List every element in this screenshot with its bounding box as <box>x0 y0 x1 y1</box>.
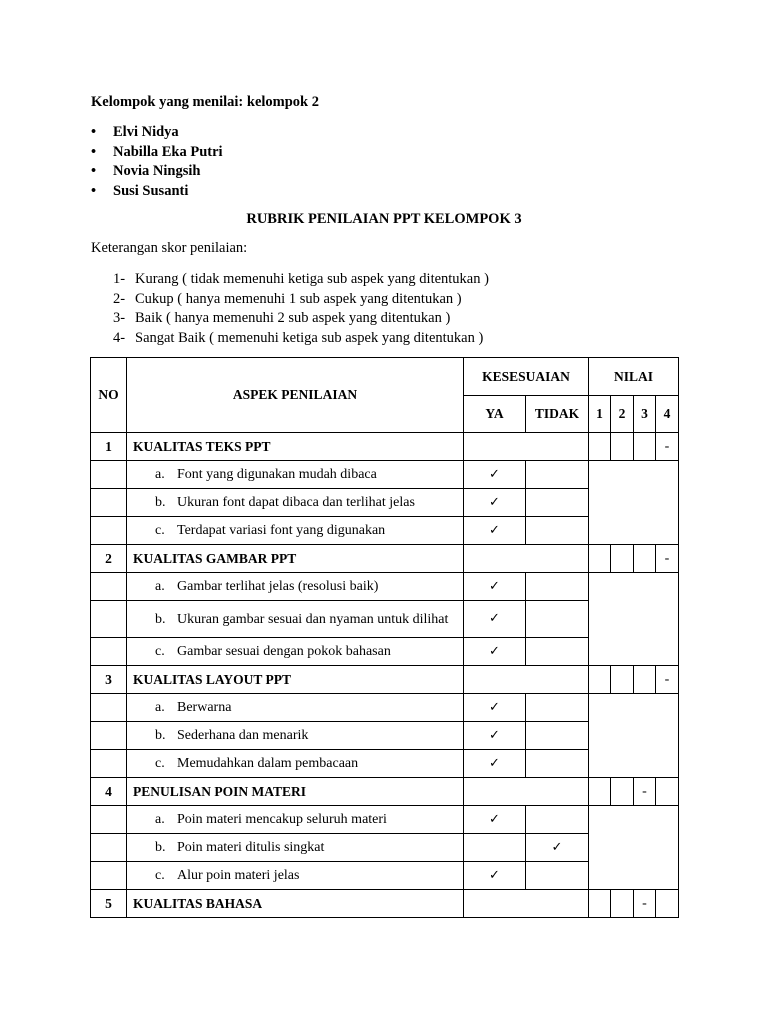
check-icon: ✓ <box>489 466 500 482</box>
nilai-1-cell <box>589 666 611 694</box>
item-no-cell <box>91 750 127 778</box>
item-aspect <box>127 573 464 601</box>
section-kesesuaian-cell <box>464 778 589 806</box>
nilai-1-cell <box>589 778 611 806</box>
nilai-4-cell <box>656 890 679 918</box>
list-item: 1- Kurang ( tidak memenuhi ketiga sub aspek yang ditentukan ) <box>113 271 489 287</box>
section-title: KUALITAS GAMBAR PPT <box>127 545 464 573</box>
header-kesesuaian: KESESUAIAN <box>464 358 589 396</box>
section-kesesuaian-cell <box>464 545 589 573</box>
tidak-cell <box>526 601 589 638</box>
item-text: Alur poin materi jelas <box>177 868 300 883</box>
ya-cell <box>464 461 526 489</box>
item-letter: a. <box>155 579 165 594</box>
section-title: KUALITAS LAYOUT PPT <box>127 666 464 694</box>
item-text: Sederhana dan menarik <box>177 728 309 743</box>
check-icon: ✓ <box>489 643 500 659</box>
nilai-2-cell <box>611 778 634 806</box>
item-letter: b. <box>155 611 166 627</box>
list-item: 4- Sangat Baik ( memenuhi ketiga sub aspek yang ditentukan ) <box>113 329 484 346</box>
header-aspek: ASPEK PENILAIAN <box>127 358 464 433</box>
ya-cell <box>464 694 526 722</box>
list-item: • Nabilla Eka Putri <box>91 143 223 163</box>
section-title: KUALITAS BAHASA <box>127 890 464 918</box>
tidak-cell <box>526 517 589 545</box>
item-no-cell <box>91 601 127 638</box>
bullet: • <box>91 163 97 179</box>
item-letter: c. <box>155 523 165 538</box>
nilai-3-cell: - <box>634 778 656 806</box>
check-icon: ✓ <box>489 494 500 510</box>
tidak-cell <box>526 461 589 489</box>
rubric-table <box>90 357 679 918</box>
header-no: NO <box>91 358 127 433</box>
item-aspect <box>127 517 464 545</box>
item-no-cell <box>91 461 127 489</box>
item-letter: b. <box>155 495 166 510</box>
nilai-1-cell <box>589 545 611 573</box>
item-letter: b. <box>155 728 166 743</box>
item-text: Memudahkan dalam pembacaan <box>177 756 359 771</box>
item-letter: c. <box>155 756 165 771</box>
tidak-cell <box>526 750 589 778</box>
nilai-2-cell <box>611 890 634 918</box>
check-icon: ✓ <box>489 699 500 715</box>
ya-cell <box>464 489 526 517</box>
section-title: PENULISAN POIN MATERI <box>127 778 464 806</box>
item-no-cell <box>91 517 127 545</box>
section-row <box>91 666 679 694</box>
check-icon: ✓ <box>489 811 500 827</box>
list-item: 2- Cukup ( hanya memenuhi 1 sub aspek yang ditentukan ) <box>113 290 462 307</box>
check-icon: ✓ <box>489 522 500 538</box>
nilai-blank-cell <box>589 461 679 545</box>
tidak-cell <box>526 489 589 517</box>
ya-cell <box>464 573 526 601</box>
ya-cell <box>464 638 526 666</box>
section-number: 5 <box>91 890 127 918</box>
item-no-cell <box>91 638 127 666</box>
item-letter: a. <box>155 467 165 482</box>
item-aspect <box>127 862 464 890</box>
item-text: Poin materi ditulis singkat <box>177 840 325 855</box>
bullet: • <box>91 143 97 160</box>
check-icon: ✓ <box>489 578 500 594</box>
nilai-4-cell <box>656 778 679 806</box>
ya-cell <box>464 722 526 750</box>
tidak-cell <box>526 862 589 890</box>
nilai-4-cell: - <box>656 666 679 694</box>
item-aspect <box>127 806 464 834</box>
table-row <box>91 694 679 722</box>
header-tidak: TIDAK <box>526 396 589 433</box>
table-row <box>91 806 679 834</box>
nilai-3-cell: - <box>634 890 656 918</box>
section-kesesuaian-cell <box>464 666 589 694</box>
nilai-2-cell <box>611 433 634 461</box>
header-ya: YA <box>464 396 526 433</box>
item-aspect <box>127 722 464 750</box>
member-list <box>91 123 223 201</box>
section-number: 3 <box>91 666 127 694</box>
header-nilai: NILAI <box>589 358 679 396</box>
ya-cell <box>464 750 526 778</box>
item-text: Gambar sesuai dengan pokok bahasan <box>177 644 391 659</box>
tidak-cell <box>526 694 589 722</box>
nilai-blank-cell <box>589 573 679 666</box>
header-nilai-2: 2 <box>611 396 634 433</box>
item-no-cell <box>91 489 127 517</box>
legend-label: Keterangan skor penilaian: <box>91 240 248 256</box>
section-number: 1 <box>91 433 127 461</box>
check-icon: ✓ <box>551 839 563 855</box>
item-aspect <box>127 750 464 778</box>
nilai-3-cell <box>634 666 656 694</box>
item-text: Font yang digunakan mudah dibaca <box>177 467 377 482</box>
tidak-cell <box>526 834 589 862</box>
item-letter: b. <box>155 840 166 855</box>
item-letter: a. <box>155 812 165 827</box>
item-letter: a. <box>155 700 165 715</box>
section-row <box>91 545 679 573</box>
check-icon: ✓ <box>489 755 500 771</box>
item-letter: c. <box>155 644 165 659</box>
item-text: Terdapat variasi font yang digunakan <box>177 523 386 538</box>
tidak-cell <box>526 722 589 750</box>
item-no-cell <box>91 694 127 722</box>
item-aspect <box>127 489 464 517</box>
nilai-3-cell <box>634 545 656 573</box>
nilai-blank-cell <box>589 806 679 890</box>
ya-cell <box>464 601 526 638</box>
item-letter: c. <box>155 868 165 883</box>
item-no-cell <box>91 862 127 890</box>
check-icon: ✓ <box>489 867 500 883</box>
nilai-2-cell <box>611 666 634 694</box>
section-number: 4 <box>91 778 127 806</box>
section-kesesuaian-cell <box>464 890 589 918</box>
ya-cell <box>464 834 526 862</box>
section-row <box>91 890 679 918</box>
nilai-3-cell <box>634 433 656 461</box>
nilai-1-cell <box>589 433 611 461</box>
tidak-cell <box>526 806 589 834</box>
group-label: Kelompok yang menilai: kelompok 2 <box>91 94 319 110</box>
item-aspect <box>127 834 464 862</box>
item-no-cell <box>91 806 127 834</box>
section-row <box>91 778 679 806</box>
bullet: • <box>91 124 97 140</box>
item-aspect <box>127 638 464 666</box>
item-no-cell <box>91 722 127 750</box>
check-icon: ✓ <box>489 611 500 626</box>
item-text: Gambar terlihat jelas (resolusi baik) <box>177 579 379 594</box>
nilai-2-cell <box>611 545 634 573</box>
ya-cell <box>464 517 526 545</box>
ya-cell <box>464 862 526 890</box>
item-aspect <box>127 601 464 638</box>
nilai-blank-cell <box>589 694 679 778</box>
header-nilai-4: 4 <box>656 396 679 433</box>
nilai-1-cell <box>589 890 611 918</box>
nilai-4-cell: - <box>656 433 679 461</box>
ya-cell <box>464 806 526 834</box>
section-number: 2 <box>91 545 127 573</box>
item-aspect <box>127 461 464 489</box>
list-item: 3- Baik ( hanya memenuhi 2 sub aspek yang ditentukan ) <box>113 310 451 326</box>
check-icon: ✓ <box>489 727 500 743</box>
tidak-cell <box>526 638 589 666</box>
section-row <box>91 433 679 461</box>
item-text: Ukuran font dapat dibaca dan terlihat jelas <box>177 495 415 510</box>
item-text: Poin materi mencakup seluruh materi <box>177 812 387 827</box>
item-no-cell <box>91 573 127 601</box>
section-kesesuaian-cell <box>464 433 589 461</box>
header-nilai-1: 1 <box>589 396 611 433</box>
tidak-cell <box>526 573 589 601</box>
list-item: • Susi Susanti <box>91 182 223 202</box>
header-nilai-3: 3 <box>634 396 656 433</box>
item-text: Ukuran gambar sesuai dan nyaman untuk dilihat <box>177 611 449 627</box>
table-row <box>91 573 679 601</box>
score-legend-list <box>113 270 489 348</box>
item-no-cell <box>91 834 127 862</box>
item-text: Berwarna <box>177 700 232 715</box>
list-item: • Elvi Nidya <box>91 123 223 143</box>
nilai-4-cell: - <box>656 545 679 573</box>
table-row <box>91 461 679 489</box>
page-title: RUBRIK PENILAIAN PPT KELOMPOK 3 <box>246 211 522 227</box>
section-title: KUALITAS TEKS PPT <box>127 433 464 461</box>
item-aspect <box>127 694 464 722</box>
list-item: • Novia Ningsih <box>91 162 223 182</box>
bullet: • <box>91 182 97 199</box>
